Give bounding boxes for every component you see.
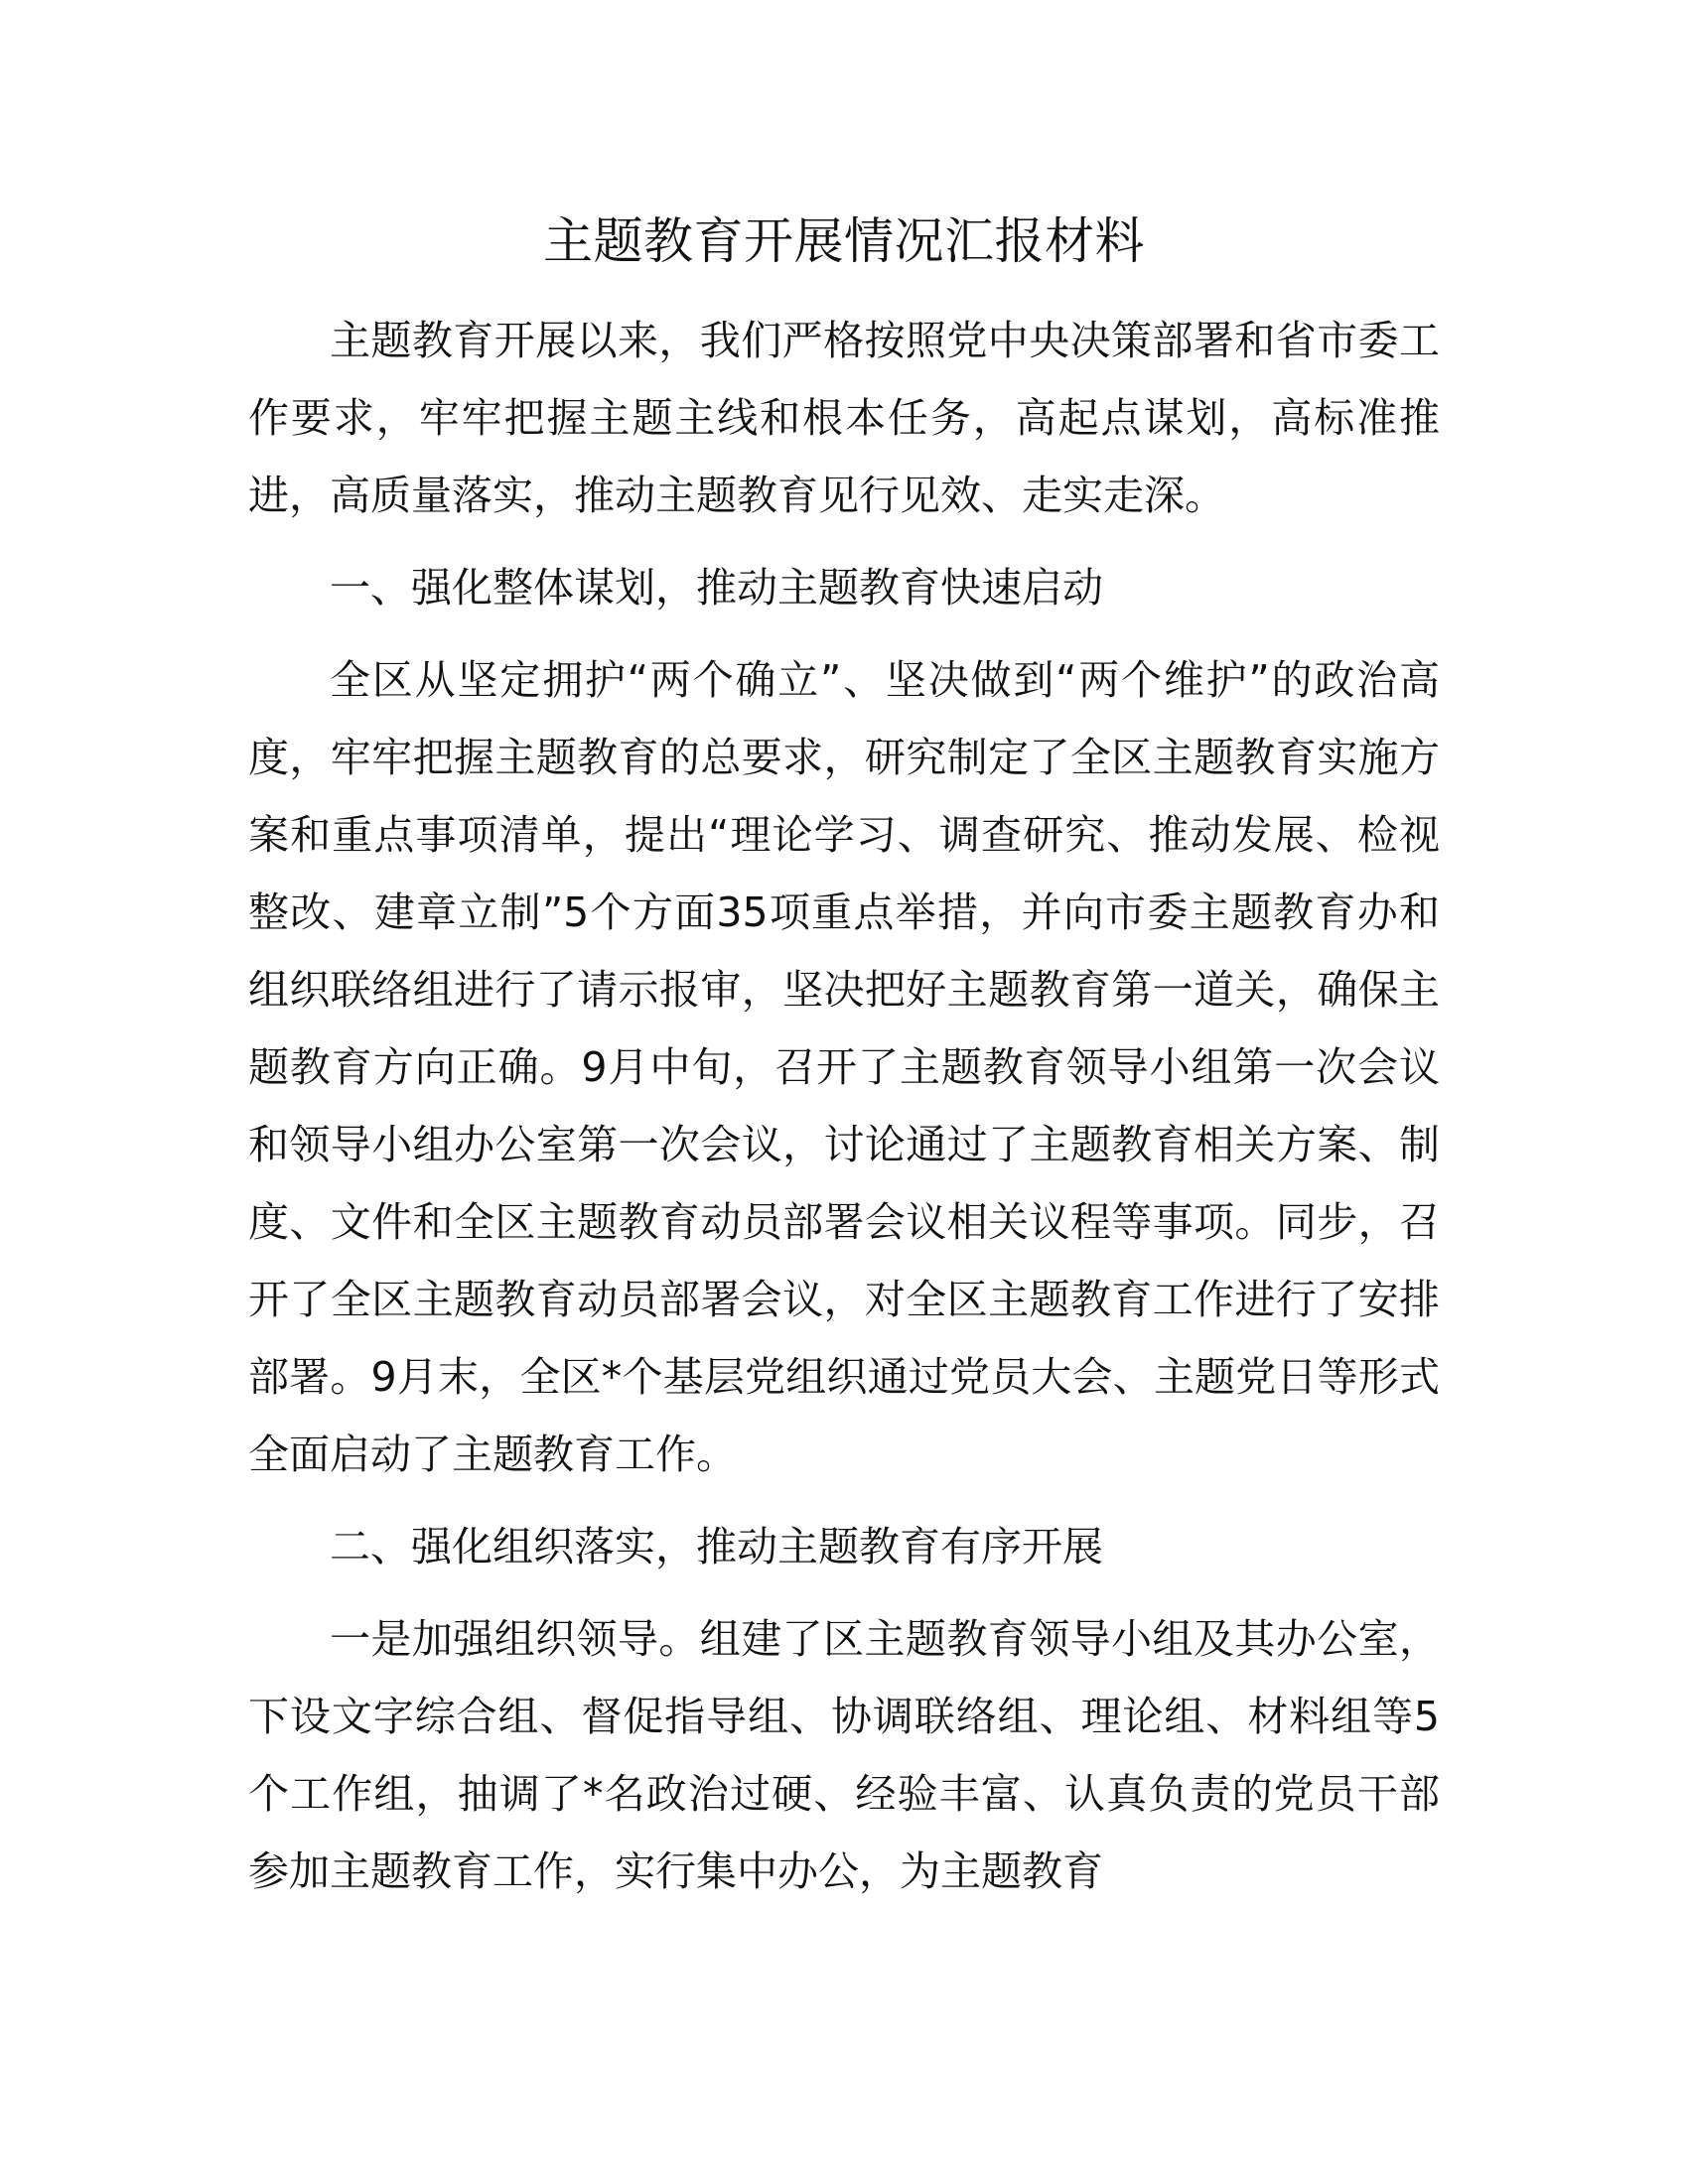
section-1-heading: 一、强化整体谋划，推动主题教育快速启动 (330, 564, 1103, 612)
section-2-paragraph: 一是加强组织领导。组建了区主题教育领导小组及其办公室，下设文字综合组、督促指导组、协调联络组、理论组、材料组等5个工作组，抽调了*名政治过硬、经验丰富、认真负责的党员干部参加主题教育工作，实行集中办公，为主题教育 (248, 1615, 1440, 1895)
document-title: 主题教育开展情况汇报材料 (543, 212, 1145, 270)
section-1-paragraph: 全区从坚定拥护“两个确立”、坚决做到“两个维护”的政治高度，牢牢把握主题教育的总要求，研究制定了全区主题教育实施方案和重点事项清单，提出“理论学习、调查研究、推动发展、检视整改、建章立制”5个方面35项重点举措，并向市委主题教育办和组织联络组进行了请示报审，坚决把好主题教育第一道关，确保主题教育方向正确。9月中旬，召开了主题教育领导小组第一次会议和领导小组办公室第一次会议，讨论通过了主题教育相关方案、制度、文件和全区主题教育动员部署会议相关议程等事项。同步，召开了全区主题教育动员部署会议，对全区主题教育工作进行了安排部署。9月末，全区*个基层党组织通过党员大会、主题党日等形式全面启动了主题教育工作。 (248, 656, 1440, 1478)
document-body (248, 197, 1440, 1910)
intro-paragraph: 主题教育开展以来，我们严格按照党中央决策部署和省市委工作要求，牢牢把握主题主线和根本任务，高起点谋划，高标准推进，高质量落实，推动主题教育见行见效、走实走深。 (248, 317, 1440, 519)
section-2-heading: 二、强化组织落实，推动主题教育有序开展 (330, 1523, 1103, 1570)
